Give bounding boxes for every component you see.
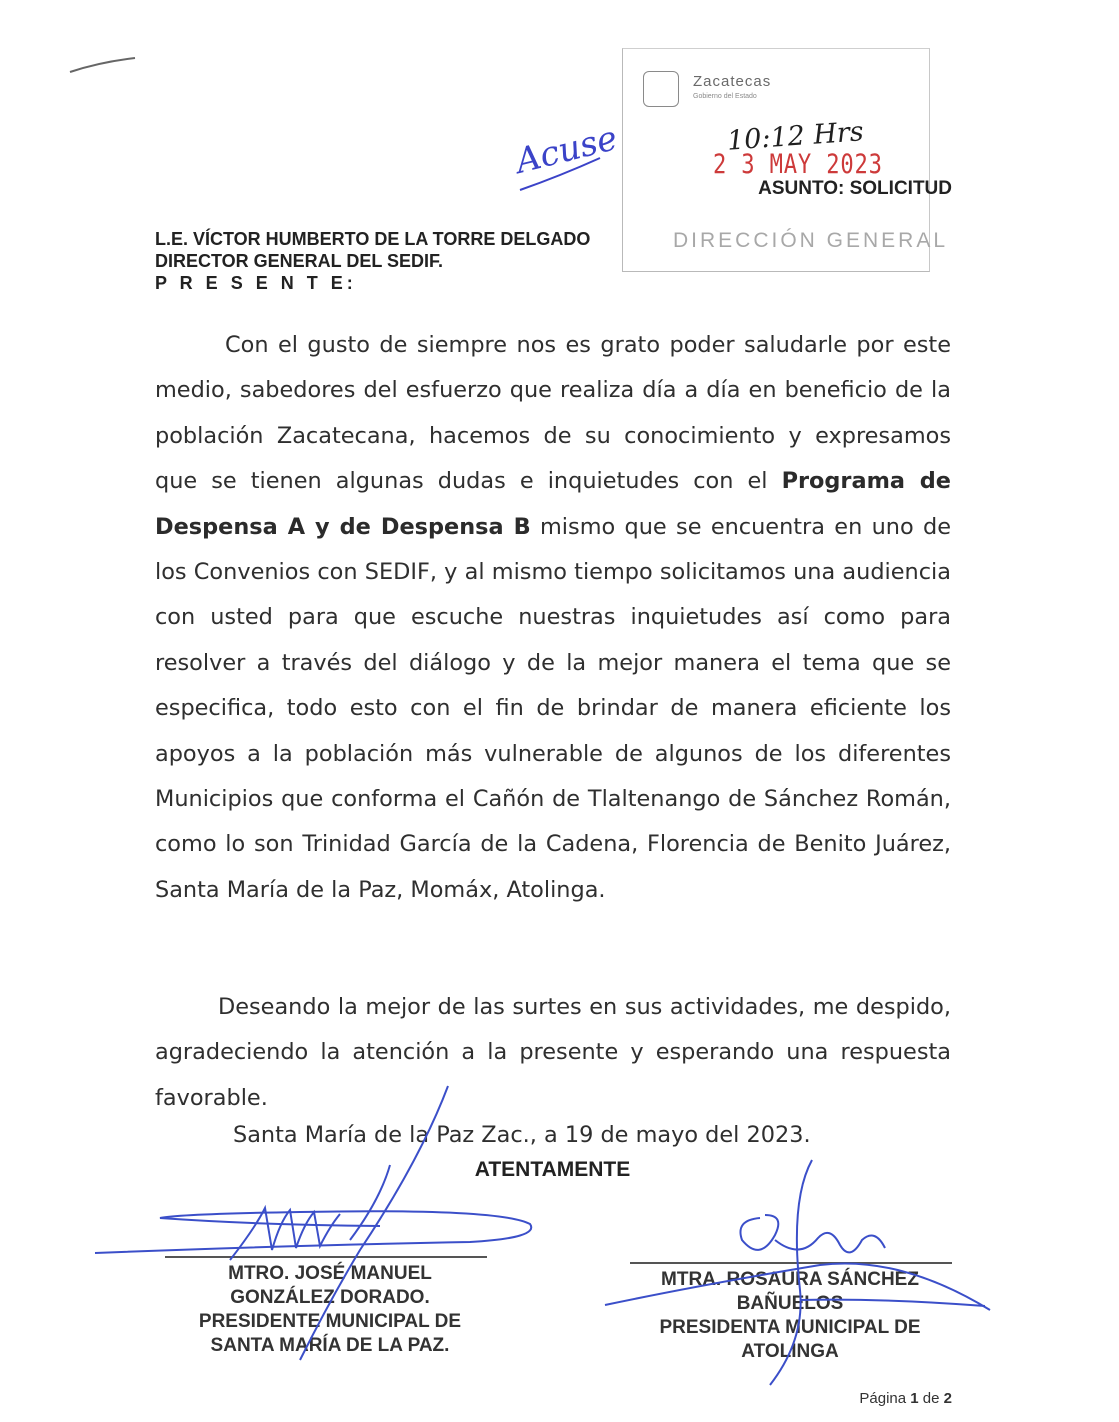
signatory-left-line4: SANTA MARÍA DE LA PAZ. (210, 1335, 450, 1356)
signatory-right-line3: PRESIDENTA MUNICIPAL DE (659, 1317, 921, 1338)
stamp-received-time: 10:12 Hrs (726, 116, 865, 157)
closing-word: ATENTAMENTE (474, 1158, 631, 1181)
signatory-left-line1: MTRO. JOSÉ MANUEL (228, 1263, 432, 1284)
body-paragraph-2: Deseando la mejor de las surtes en sus actividades, me despido, agradeciendo la atención a la presente y esperando una respuesta favorable. (155, 994, 951, 1111)
stray-pen-mark (70, 58, 135, 72)
signatory-right-line2: BAÑUELOS (736, 1293, 844, 1314)
letter-subject: ASUNTO: SOLICITUD (758, 178, 952, 199)
signatory-right-line4: ATOLINGA (741, 1341, 839, 1362)
stamp-department: DIRECCIÓN GENERAL (673, 229, 949, 252)
stamp-org-sub: Gobierno del Estado (693, 93, 757, 100)
page-total: 2 (943, 1390, 952, 1407)
page-separator: de (922, 1390, 940, 1407)
program-name: Programa de Despensa A y de Despensa B (155, 468, 951, 540)
addressee-title: DIRECTOR GENERAL DEL SEDIF. (155, 251, 444, 271)
addressee-name: L.E. VÍCTOR HUMBERTO DE LA TORRE DELGADO (155, 229, 591, 249)
page-label: Página (859, 1390, 907, 1407)
place-and-date: Santa María de la Paz Zac., a 19 de mayo del 2023. (233, 1122, 811, 1148)
page-current: 1 (910, 1390, 919, 1407)
page-number (859, 1390, 952, 1407)
addressee-salutation: P R E S E N T E: (155, 273, 357, 293)
body-paragraph-1 (155, 323, 951, 913)
reception-stamp (622, 48, 949, 272)
government-seal-icon (643, 71, 679, 107)
signature-line-left (165, 1256, 487, 1258)
stamp-received-date: 2 3 MAY 2023 (713, 149, 883, 180)
addressee-block (155, 228, 590, 294)
signatory-right (620, 1268, 960, 1364)
handwritten-acknowledgement: Acuse (511, 118, 622, 182)
body-p1-end: mismo que se encuentra en uno de los Convenios con SEDIF, y al mismo tiempo solicitamos una audiencia con usted para que escuche nuestras inquietudes así como para resolver a través del diálogo y de la mejor manera el tema que se especifica, todo esto con el fin de brindar de manera eficiente los apoyos a la población más vulnerable de algunos de los diferentes Municipios que conforma el Cañón de Tlaltenango de Sánchez Román, como lo son Trinidad García de la Cadena, Florencia de Benito Juárez, Santa María de la Paz, Momáx, Atolinga. (155, 513, 952, 903)
stamp-org-name: Zacatecas (693, 73, 772, 90)
signatory-left (160, 1262, 500, 1358)
body-p1-start: Con el gusto de siempre nos es grato poder saludarle por este medio, sabedores del esfuerzo que realiza día a día en beneficio de la población Zacatecana, hacemos de su conocimiento y expresamos que se tienen algunas dudas e inquietudes con el (155, 332, 951, 495)
signatory-left-line3: PRESIDENTE MUNICIPAL DE (198, 1311, 462, 1332)
signature-line-right (630, 1262, 952, 1264)
signatory-left-line2: GONZÁLEZ DORADO. (230, 1287, 430, 1308)
signatory-right-line1: MTRA. ROSAURA SÁNCHEZ (661, 1269, 919, 1290)
